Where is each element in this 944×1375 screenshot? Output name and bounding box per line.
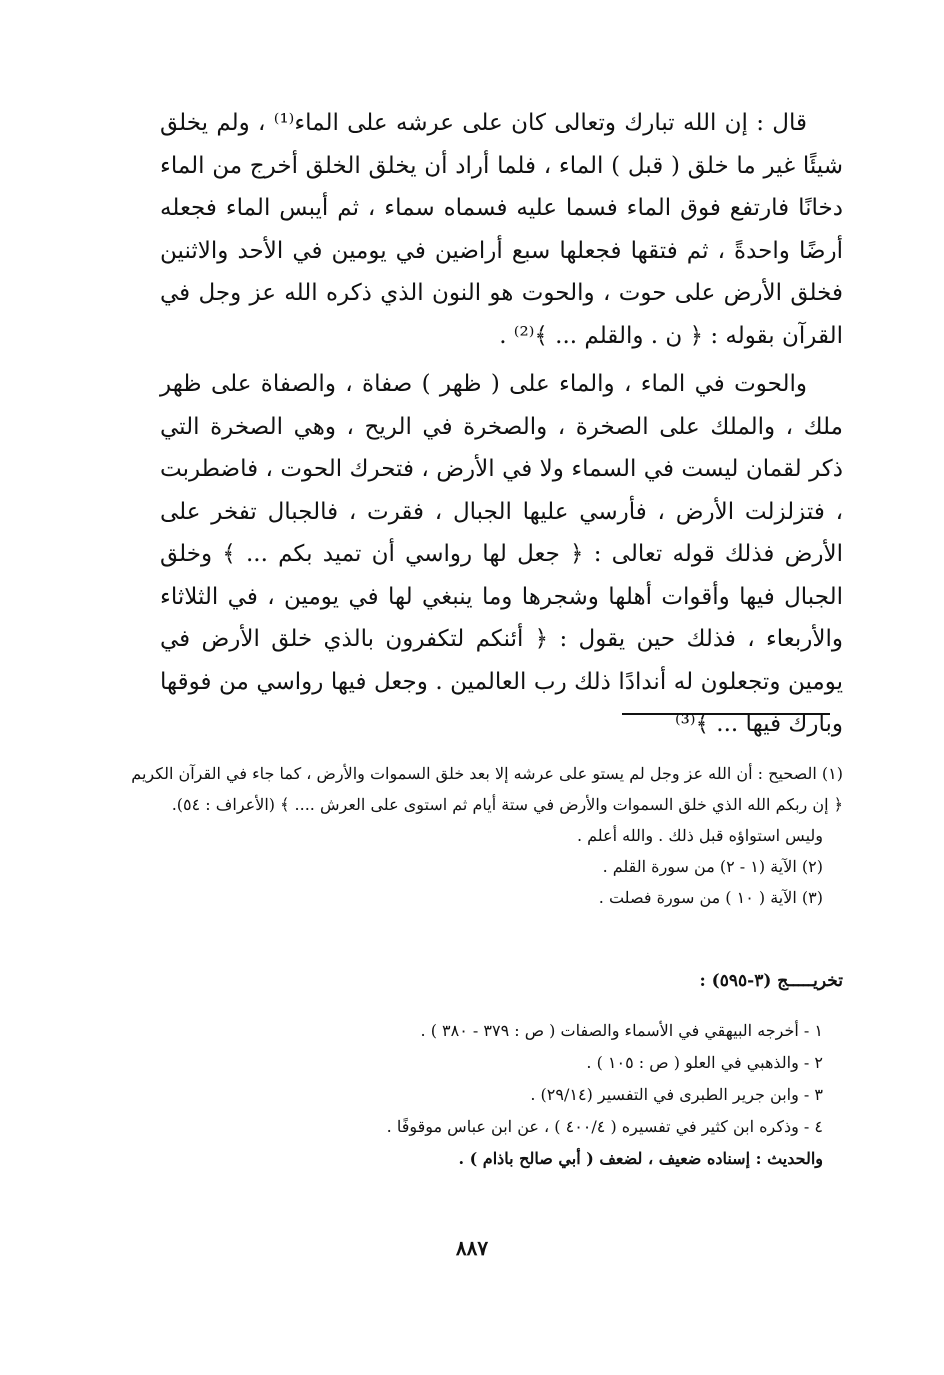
footnote-1-line-3: وليس استواؤه قبل ذلك . والله أعلم .: [576, 826, 823, 845]
footnote-1-line-1: (١) الصحيح : أن الله عز وجل لم يستو على عرشه إلا بعد خلق السموات والأرض ، كما جاء في القرآن الكريم: [131, 764, 843, 783]
footnote-2: (٢) الآية (١ - ٢) من سورة القلم .: [602, 857, 823, 876]
main-text: [160, 102, 843, 746]
takhrij-title: تخريـــــج (٣-٥٩٥) :: [699, 971, 843, 991]
takhrij-item: ١ - أخرجه البيهقي في الأسماء والصفات ( ص : ٣٧٩ - ٣٨٠ ) .: [420, 1021, 823, 1040]
footnote-separator: [622, 713, 830, 715]
footnotes: [131, 758, 843, 913]
page-number: ٨٨٧: [455, 1236, 489, 1260]
takhrij-item: ٤ - وذكره ابن كثير في تفسيره ( ٤٠٠/٤ ) ، عن ابن عباس موقوفًا .: [386, 1117, 823, 1136]
footnote-3: (٣) الآية ( ١٠ ) من سورة فصلت .: [598, 888, 823, 907]
paragraph-1: قال : إن الله تبارك وتعالى كان على عرشه على الماء⁽¹⁾ ، ولم يخلق شيئًا غير ما خلق ( قبل ) الماء ، فلما أراد أن يخلق الخلق أخرج من الماء دخانًا فارتفع فوق الماء فسما عليه فسماه سماء ، ثم أيبس الماء فجعله أرضًا واحدةً ، ثم فتقها فجعلها سبع أراضين في يومين في الأحد والاثنين فخلق الأرض على حوت ، والحوت هو النون الذي ذكره الله عز وجل في القرآن بقوله : ﴿ ن . والقلم ... ﴾⁽²⁾ .: [160, 110, 843, 349]
takhrij-item: ٢ - والذهبي في العلو ( ص : ١٠٥ ) .: [586, 1053, 823, 1072]
paragraph-2: والحوت في الماء ، والماء على ( ظهر ) صفاة ، والصفاة على ظهر ملك ، والملك على الصخرة ، والصخرة في الريح ، وهي الصخرة التي ذكر لقمان ليست في السماء ولا في الأرض ، فتحرك الحوت ، فاضطربت ، فتزلزلت الأرض ، فأرسي عليها الجبال ، فقرت ، فالجبال تفخر على الأرض فذلك قوله تعالى : ﴿ جعل لها رواسي أن تميد بكم ... ﴾ وخلق الجبال فيها وأقوات أهلها وشجرها وما ينبغي لها في يومين ، في الثلاثاء والأربعاء ، فذلك حين يقول : ﴿ أئنكم لتكفرون بالذي خلق الأرض في يومين وتجعلون له أندادًا ذلك رب العالمين . وجعل فيها رواسي من فوقها وبارك فيها ... ﴾⁽³⁾: [160, 371, 843, 737]
hadith-verdict: والحديث : إسناده ضعيف ، لضعف ( أبي صالح باذام ) .: [458, 1149, 823, 1168]
takhrij-list: [160, 1015, 843, 1175]
takhrij-item: ٣ - وابن جرير الطبرى في التفسير (٢٩/١٤) .: [530, 1085, 823, 1104]
takhrij-section: [160, 965, 843, 1175]
footnote-1-line-2: ﴿ إن ربكم الله الذي خلق السموات والأرض في ستة أيام ثم استوى على العرش .... ﴾ (الأعراف : ٥٤).: [171, 795, 843, 814]
